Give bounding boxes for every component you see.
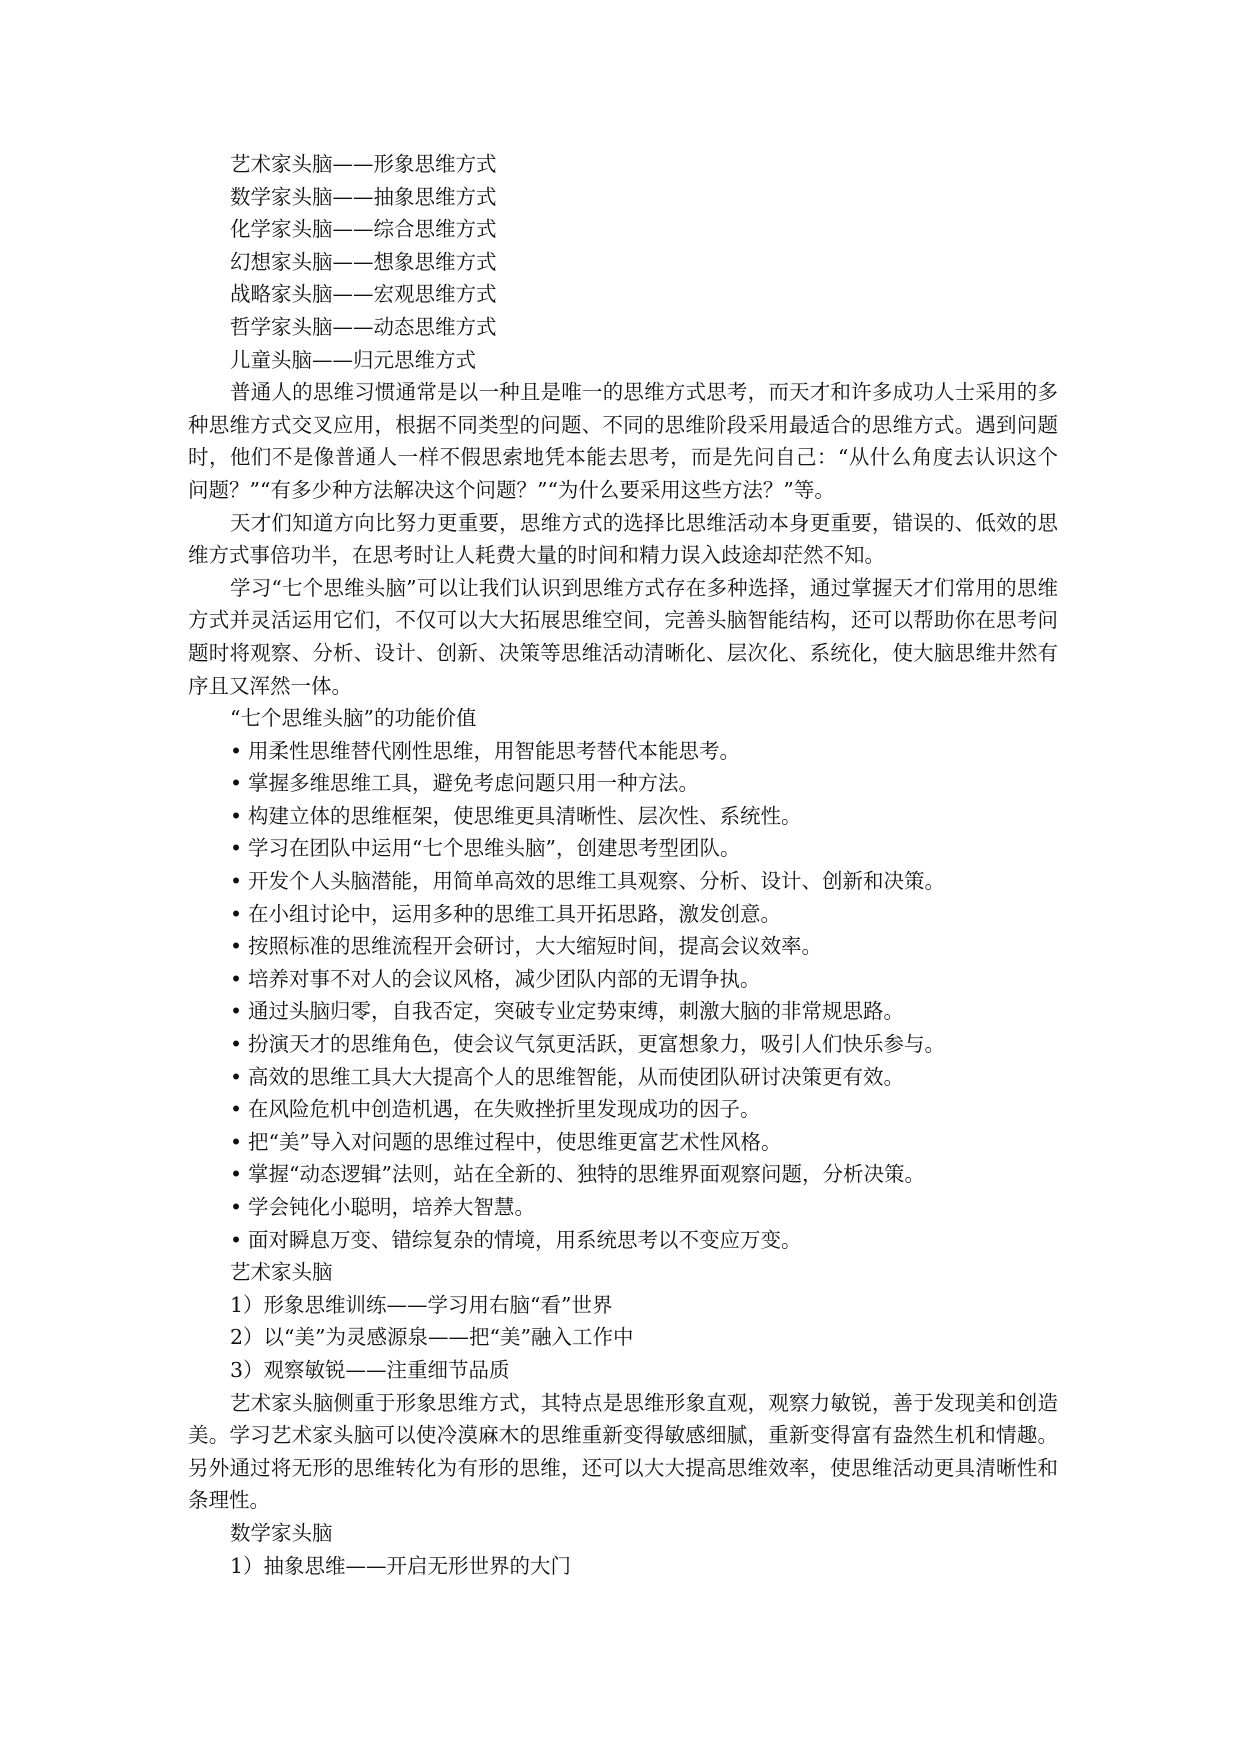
bullet-icon: • — [230, 1195, 243, 1219]
head-line: 艺术家头脑——形象思维方式 — [230, 152, 497, 176]
bullet-text: 按照标准的思维流程开会研讨，大大缩短时间，提高会议效率。 — [248, 934, 822, 959]
paragraph-artist: 艺术家头脑侧重于形象思维方式，其特点是思维形象直观，观察力敏锐，善于发现美和创造美。学习艺术家头脑可以使冷漠麻木的思维重新变得敏感细腻，重新变得富有盎然生机和情趣。另外通过将无形的思维转化为有形的思维，还可以大大提高思维效率，使思维活动更具清晰性和条理性。 — [188, 1390, 1058, 1513]
bullet-item — [188, 930, 1058, 963]
head-line: 数学家头脑——抽象思维方式 — [230, 184, 497, 209]
artist-item: 3）观察敏锐——注重细节品质 — [230, 1357, 510, 1382]
bullet-icon: • — [230, 901, 243, 926]
bullet-icon: • — [230, 803, 243, 828]
value-bullet-list — [188, 735, 1058, 1257]
bullet-item — [188, 898, 1058, 931]
paragraph-direction: 天才们知道方向比努力更重要，思维方式的选择比思维活动本身更重要，错误的、低效的思维方式事倍功半，在思考时让人耗费大量的时间和精力误入歧途却茫然不知。 — [188, 510, 1058, 568]
value-section-title: “七个思维头脑”的功能价值 — [230, 706, 477, 731]
head-line: 哲学家头脑——动态思维方式 — [230, 314, 497, 339]
bullet-icon: • — [230, 1097, 243, 1122]
bullet-icon: • — [230, 1032, 243, 1057]
bullet-text: 培养对事不对人的会议风格，减少团队内部的无谓争执。 — [248, 966, 761, 991]
artist-item: 1）形象思维训练——学习用右脑“看”世界 — [230, 1292, 613, 1317]
thinking-heads-list — [188, 148, 1058, 376]
bullet-text: 掌握多维思维工具，避免考虑问题只用一种方法。 — [248, 771, 699, 796]
bullet-icon: • — [230, 869, 243, 894]
bullet-text: 学习在团队中运用“七个思维头脑”，创建思考型团队。 — [248, 836, 741, 861]
bullet-item — [188, 800, 1058, 833]
bullet-icon: • — [230, 999, 243, 1024]
document-body — [188, 148, 1058, 1582]
bullet-text: 面对瞬息万变、错综复杂的情境，用系统思考以不变应万变。 — [248, 1227, 802, 1252]
bullet-icon: • — [230, 836, 243, 861]
bullet-text: 用柔性思维替代刚性思维，用智能思考替代本能思考。 — [248, 738, 740, 763]
bullet-item — [188, 963, 1058, 996]
bullet-item — [188, 995, 1058, 1028]
bullet-item — [188, 1224, 1058, 1257]
bullet-text: 掌握“动态逻辑”法则，站在全新的、独特的思维界面观察问题，分析决策。 — [248, 1162, 925, 1187]
bullet-icon: • — [230, 738, 243, 763]
bullet-icon: • — [230, 771, 243, 796]
head-line: 儿童头脑——归元思维方式 — [230, 347, 476, 372]
bullet-text: 高效的思维工具大大提高个人的思维智能，从而使团队研讨决策更有效。 — [248, 1064, 904, 1089]
head-line: 幻想家头脑——想象思维方式 — [230, 249, 497, 274]
bullet-item — [188, 1028, 1058, 1061]
head-line: 战略家头脑——宏观思维方式 — [230, 282, 497, 307]
bullet-item — [188, 735, 1058, 768]
bullet-icon: • — [230, 1064, 243, 1089]
bullet-item — [188, 1191, 1058, 1224]
bullet-item — [188, 1093, 1058, 1126]
bullet-item — [188, 1061, 1058, 1094]
bullet-icon: • — [230, 1162, 243, 1187]
math-section-title: 数学家头脑 — [230, 1520, 333, 1545]
paragraph-ordinary-thinking: 普通人的思维习惯通常是以一种且是唯一的思维方式思考，而天才和许多成功人士采用的多种思维方式交叉应用，根据不同类型的问题、不同的思维阶段采用最适合的思维方式。遇到问题时，他们不是像普通人一样不假思索地凭本能去思考，而是先问自己：“从什么角度去认识这个问题？”“有多少种方法解决这个问题？”“为什么要采用这些方法？”等。 — [188, 380, 1058, 502]
bullet-item — [188, 767, 1058, 800]
bullet-text: 把“美”导入对问题的思维过程中，使思维更富艺术性风格。 — [248, 1129, 782, 1154]
bullet-text: 通过头脑归零，自我否定，突破专业定势束缚，刺激大脑的非常规思路。 — [248, 999, 904, 1024]
bullet-item — [188, 865, 1058, 898]
bullet-item — [188, 1126, 1058, 1159]
bullet-text: 在风险危机中创造机遇，在失败挫折里发现成功的因子。 — [248, 1097, 761, 1122]
bullet-item — [188, 1158, 1058, 1191]
bullet-icon: • — [230, 966, 243, 991]
bullet-text: 在小组讨论中，运用多种的思维工具开拓思路，激发创意。 — [248, 901, 781, 926]
bullet-icon: • — [230, 1129, 243, 1154]
head-line: 化学家头脑——综合思维方式 — [230, 217, 497, 242]
bullet-icon: • — [230, 1227, 243, 1252]
bullet-text: 学会钝化小聪明，培养大智慧。 — [248, 1195, 535, 1219]
math-item: 1）抽象思维——开启无形世界的大门 — [230, 1553, 572, 1578]
artist-section-title: 艺术家头脑 — [230, 1260, 333, 1285]
bullet-item — [188, 832, 1058, 865]
bullet-text: 开发个人头脑潜能，用简单高效的思维工具观察、分析、设计、创新和决策。 — [248, 869, 945, 894]
bullet-icon: • — [230, 934, 243, 959]
bullet-text: 构建立体的思维框架，使思维更具清晰性、层次性、系统性。 — [248, 803, 802, 828]
artist-item: 2）以“美”为灵感源泉——把“美”融入工作中 — [230, 1325, 634, 1350]
paragraph-seven-heads: 学习“七个思维头脑”可以让我们认识到思维方式存在多种选择，通过掌握天才们常用的思维方式并灵活运用它们，不仅可以大大拓展思维空间，完善头脑智能结构，还可以帮助你在思考问题时将观察、分析、设计、创新、决策等思维活动清晰化、层次化、系统化，使大脑思维井然有序且又浑然一体。 — [188, 575, 1058, 698]
bullet-text: 扮演天才的思维角色，使会议气氛更活跃，更富想象力，吸引人们快乐参与。 — [248, 1032, 945, 1057]
